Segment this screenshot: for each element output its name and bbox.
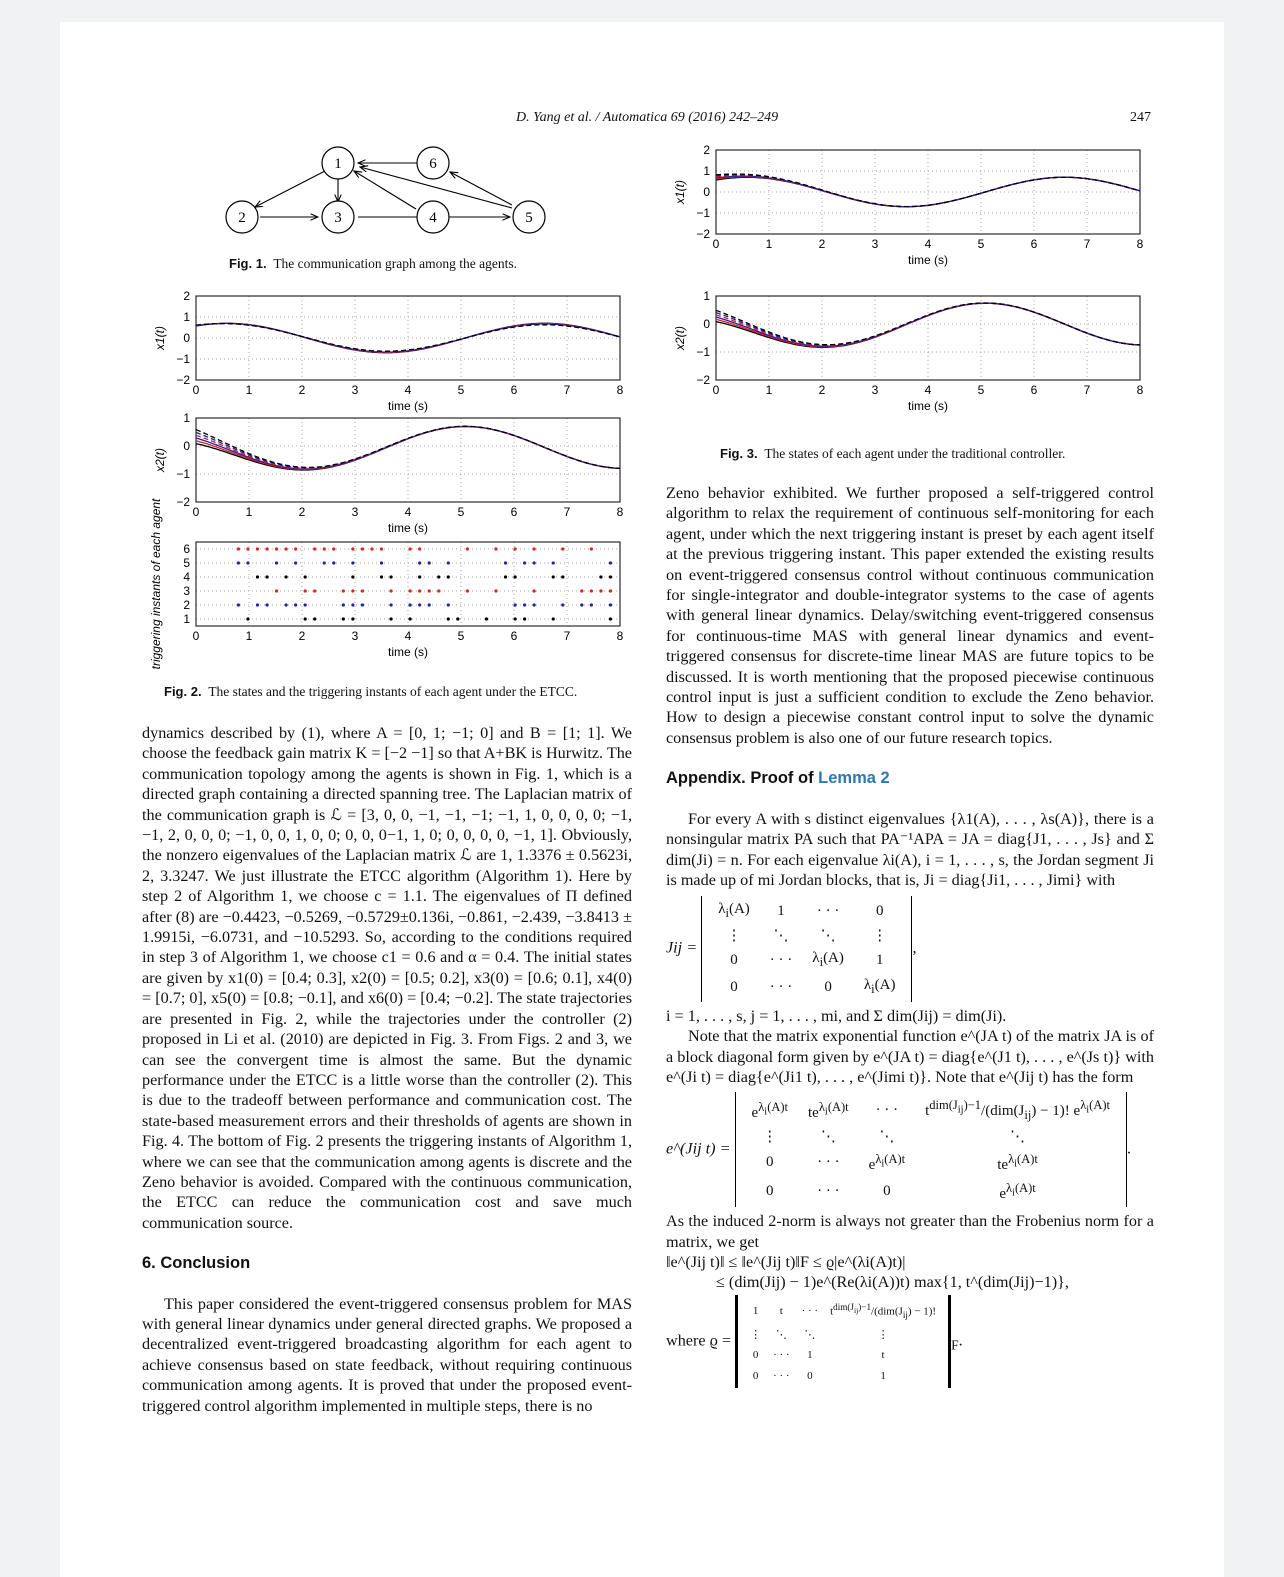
trigger-point [513,603,516,606]
y-tick-label: 1 [183,612,190,626]
x-tick-label: 7 [563,383,571,397]
trigger-point [313,617,316,620]
trigger-point [513,575,516,578]
trigger-point [552,561,555,564]
trigger-point [389,575,392,578]
trigger-point [409,589,412,592]
trigger-point [332,561,335,564]
trigger-point [285,575,288,578]
y-tick-label: −1 [696,345,710,359]
y-tick-label: 0 [703,185,710,199]
jordan-matrix: $\lambda_i(A)$ 1 · · · 0 ⋮ ⋱ ⋱ ⋮ 0 · · · $\lambda_i(A)$ 1 0 · · · 0 $\lambda_i(A)$ [701,896,912,1002]
trigger-point [513,617,516,620]
x-tick-label: 5 [457,505,465,519]
x-tick-label: 4 [404,505,412,519]
x-tick-label: 8 [616,383,624,397]
trigger-point [456,617,459,620]
trigger-point [256,547,259,550]
trigger-point [418,547,421,550]
rho-matrix: 1 t · · · $t^{dim(J_{ij})-1}/(dim(J_{ij}) - 1)$! ⋮ ⋱ ⋱ ⋮ 0 · · · 1 t 0 · · · 0 1 [735,1295,951,1388]
trigger-point [313,589,316,592]
inequality-line-2: ≤ (dim(Jij) − 1)e^(Re(λi(A))t) max{1, t^(dim(Jij)−1)}, [716,1273,1069,1292]
trigger-point [237,561,240,564]
x-tick-label: 2 [298,505,306,519]
trigger-point [342,603,345,606]
trigger-point [304,617,307,620]
node-label-1: 1 [334,156,342,172]
trigger-point [380,575,383,578]
x-tick-label: 0 [712,237,720,251]
node-label-3: 3 [334,210,342,226]
trigger-point [447,603,450,606]
y-tick-label: −1 [696,206,710,220]
y-tick-label: 4 [183,570,190,584]
x-tick-label: 8 [1136,237,1144,251]
x-tick-label: 6 [510,629,518,643]
x-tick-label: 4 [924,237,932,251]
trigger-point [552,617,555,620]
trigger-point [304,575,307,578]
x-tick-label: 1 [245,629,253,643]
trigger-point [342,617,345,620]
trigger-point [294,603,297,606]
fig2-x2-chart [142,410,642,540]
trigger-point [332,547,335,550]
x-axis-label: time (s) [388,399,428,413]
trigger-point [523,561,526,564]
trigger-point [523,603,526,606]
index-line: i = 1, . . . , s, j = 1, . . . , mi, and Σ dim(Jij) = dim(Ji). [666,1006,1007,1025]
left-column [142,723,632,1416]
y-axis-label: triggering instants of each agent [149,498,163,670]
trigger-point [523,617,526,620]
y-axis-label: x1(t) [673,180,687,204]
trigger-point [590,547,593,550]
right-column [666,483,1154,1392]
trigger-point [351,547,354,550]
x-tick-label: 7 [563,505,571,519]
proof-paragraph: For every A with s distinct eigenvalues {λ1(A), . . . , λs(A)}, there is a nonsingular matrix PA such that PA⁻¹APA = JA = diag{J1, . . . , Js} and Σ dim(Ji) = n. For each eigenvalue λi(A), i = 1, . . . , s, the Jordan segment Ji is made up of mi Jordan blocks, that is, Ji = diag{Ji1, . . . , Jimi} with [666,809,1154,889]
inequality-line-1: ‖e^(Jij t)‖ ≤ ‖e^(Jij t)‖F ≤ ϱ|e^(λi(A)t)| [666,1253,906,1271]
trigger-point [494,589,497,592]
journal-citation: D. Yang et al. / Automatica 69 (2016) 242–249 [516,110,779,125]
y-tick-label: −2 [176,495,190,509]
x-tick-label: 0 [192,383,200,397]
trigger-point [504,575,507,578]
y-tick-label: −2 [696,227,710,241]
x-tick-label: 2 [298,629,306,643]
y-tick-label: 0 [183,331,190,345]
trigger-point [380,561,383,564]
edge-4-1 [354,171,416,209]
trigger-point [466,589,469,592]
trigger-point [294,561,297,564]
x-tick-label: 4 [924,383,932,397]
node-label-5: 5 [525,210,533,226]
trigger-point [380,547,383,550]
trigger-point [323,561,326,564]
x-tick-label: 2 [818,383,826,397]
y-tick-label: 2 [183,289,190,303]
trigger-point [513,547,516,550]
trigger-point [609,561,612,564]
trigger-point [418,561,421,564]
x-tick-label: 7 [1083,383,1091,397]
trigger-point [609,617,612,620]
x-tick-label: 3 [351,629,359,643]
trigger-point [265,603,268,606]
trigger-point [447,617,450,620]
trigger-point [590,603,593,606]
x-tick-label: 0 [192,505,200,519]
trigger-point [351,561,354,564]
y-tick-label: −1 [176,467,190,481]
trigger-point [285,603,288,606]
trigger-point [323,547,326,550]
trigger-point [485,617,488,620]
x-tick-label: 3 [871,237,879,251]
x-tick-label: 7 [563,629,571,643]
trigger-point [351,603,354,606]
trigger-point [294,547,297,550]
fig3-x1-chart [662,142,1162,277]
lemma-link[interactable]: Lemma 2 [818,769,890,788]
trigger-point [246,547,249,550]
fig1-graph [220,142,560,242]
fig3-caption: Fig. 3. The states of each agent under the traditional controller. [720,446,1066,461]
trigger-point [504,561,507,564]
conclusion-paragraph: This paper considered the event-triggered consensus problem for MAS with general linear dynamics under general directed graphs. We proposed a decentralized event-triggered broadcasting algorithm for each agent to achieve consensus based on state feedback, without requiring continuous communication among agents. It is proved that under the proposed event-triggered control algorithm implemented in multiple steps, there is no [142,1294,632,1415]
trigger-point [580,589,583,592]
trigger-point [342,589,345,592]
trigger-point [275,589,278,592]
trigger-point [609,589,612,592]
trigger-point [304,589,307,592]
trigger-point [389,603,392,606]
fig3-x2-chart [662,288,1162,423]
jordan-block-equation: Jij = $\lambda_i(A)$ 1 · · · 0 ⋮ ⋱ ⋱ ⋮ 0 · · · $\lambda_i(A)$ 1 0 · · · 0 $\lambda_i(A)$ , [666,896,1154,1002]
trigger-point [428,603,431,606]
trigger-point [246,561,249,564]
norm-paragraph: As the induced 2-norm is always not greater than the Frobenius norm for a matrix, we get [666,1212,1154,1251]
trigger-point [275,561,278,564]
x-tick-label: 4 [404,629,412,643]
x-tick-label: 3 [351,505,359,519]
trigger-point [246,617,249,620]
trigger-point [409,617,412,620]
trigger-point [437,575,440,578]
x-axis-label: time (s) [388,521,428,535]
x-tick-label: 0 [712,383,720,397]
trigger-point [409,603,412,606]
trigger-point [361,547,364,550]
x-tick-label: 2 [818,237,826,251]
node-label-2: 2 [238,210,246,226]
trigger-point [552,575,555,578]
x-axis-label: time (s) [908,399,948,413]
y-tick-label: −2 [176,373,190,387]
conclusion-heading: 6. Conclusion [142,1254,251,1273]
trigger-point [237,547,240,550]
x-tick-label: 8 [616,505,624,519]
x-axis-label: time (s) [388,645,428,659]
x-tick-label: 5 [977,383,985,397]
trigger-point [533,589,536,592]
trigger-point [389,617,392,620]
trigger-point [561,547,564,550]
x-tick-label: 1 [245,505,253,519]
trigger-point [447,575,450,578]
y-tick-label: 2 [703,143,710,157]
x-tick-label: 1 [765,383,773,397]
trigger-point [370,547,373,550]
y-tick-label: −2 [696,373,710,387]
exponential-paragraph: Note that the matrix exponential function e^(JA t) of the matrix JA is of a block diagonal form given by e^(JA t) = diag{e^(J1 t), . . . , e^(Js t)} with e^(Ji t) = diag{e^(Ji1 t), . . . , e^(Jimi t)}. Note that e^(Jij t) has the form [666,1027,1154,1087]
trigger-point [590,589,593,592]
x-tick-label: 6 [1030,237,1038,251]
trigger-point [389,589,392,592]
y-axis-label: x2(t) [153,448,167,472]
trigger-point [561,603,564,606]
trigger-point [561,575,564,578]
trigger-point [237,603,240,606]
exponential-equation: e^(Jij t) = $e^{\lambda_i(A)t}$ $te^{\lambda_i(A)t}$ · · · $t^{dim(J_{ij})-1}/(dim(J_{ij}) - 1)$! $e^{\lambda_i(A)t}$ ⋮ ⋱ ⋱ ⋱ 0 · · · $e^{\lambda_i(A)t}$ $te^{\lambda_i(A)t}$ 0 · · · 0 $e^{\lambda_i(A)t}$ . [666,1092,1154,1208]
trigger-point [418,603,421,606]
fig2-x1-chart [142,288,642,418]
y-tick-label: 1 [183,310,190,324]
trigger-point [418,575,421,578]
edge-1-2 [255,171,325,207]
y-axis-label: x2(t) [673,326,687,350]
trigger-point [361,589,364,592]
trigger-point [361,603,364,606]
y-tick-label: 2 [183,598,190,612]
fig2-trigger-chart [142,498,642,670]
trigger-point [599,589,602,592]
conclusion-continued: Zeno behavior exhibited. We further proposed a self-triggered control algorithm to relax the requirement of continuous self-monitoring for each agent, under which the next triggering instant is preset by each agent itself at the previous triggering instant. This paper extended the existing results on event-triggered consensus control without continuous communication for single-integrator and double-integrator systems to the case of agents with general linear dynamics. Delay/switching event-triggered consensus for continuous-time MAS with general linear dynamics and event-triggered consensus for discrete-time linear MAS are future topics to be discussed. It is worth mentioning that the proposed piecewise continuous control input is just a sufficient condition to exclude the Zeno behavior. How to design a piecewise constant control input to solve the dynamic consensus problem is also one of our future research topics. [666,484,1154,747]
x-tick-label: 8 [616,629,624,643]
x-tick-label: 3 [351,383,359,397]
trigger-point [466,547,469,550]
trigger-point [418,589,421,592]
y-tick-label: 5 [183,556,190,570]
trigger-point [428,561,431,564]
x-tick-label: 0 [192,629,200,643]
x-tick-label: 5 [457,629,465,643]
x-tick-label: 8 [1136,383,1144,397]
trigger-point [265,547,268,550]
x-tick-label: 5 [977,237,985,251]
trigger-point [533,603,536,606]
trigger-point [304,603,307,606]
trigger-point [256,575,259,578]
trigger-point [437,589,440,592]
rho-definition: where ϱ = 1 t · · · $t^{dim(J_{ij})-1}/(dim(J_{ij}) - 1)$! ⋮ ⋱ ⋱ ⋮ 0 · · · 1 t 0 · · · 0 1 $_F$. [666,1295,1154,1388]
series-line-6 [196,324,620,352]
trigger-point [447,561,450,564]
trigger-point [285,547,288,550]
fig1-caption: Fig. 1. The communication graph among the agents. [229,256,517,271]
trigger-point [351,575,354,578]
y-tick-label: 3 [183,584,190,598]
x-tick-label: 5 [457,383,465,397]
trigger-point [351,617,354,620]
x-axis-label: time (s) [908,253,948,267]
trigger-point [494,547,497,550]
trigger-point [609,603,612,606]
trigger-point [409,547,412,550]
page-number: 247 [1130,110,1151,125]
trigger-point [609,575,612,578]
trigger-point [256,603,259,606]
trigger-point [265,575,268,578]
exponential-matrix: $e^{\lambda_i(A)t}$ $te^{\lambda_i(A)t}$ · · · $t^{dim(J_{ij})-1}/(dim(J_{ij}) - 1)$! $e^{\lambda_i(A)t}$ ⋮ ⋱ ⋱ ⋱ 0 · · · $e^{\lambda_i(A)t}$ $te^{\lambda_i(A)t}$ 0 · · · 0 $e^{\lambda_i(A)t}$ [735,1092,1127,1208]
x-tick-label: 3 [871,383,879,397]
x-tick-label: 6 [510,383,518,397]
y-tick-label: 6 [183,542,190,556]
series-line-1 [196,427,620,471]
y-tick-label: 0 [183,439,190,453]
trigger-point [351,589,354,592]
y-tick-label: 0 [703,317,710,331]
x-tick-label: 2 [298,383,306,397]
trigger-point [599,575,602,578]
y-tick-label: −1 [176,352,190,366]
x-tick-label: 1 [245,383,253,397]
x-tick-label: 1 [765,237,773,251]
fig2-caption: Fig. 2. The states and the triggering instants of each agent under the ETCC. [164,684,578,699]
x-tick-label: 6 [510,505,518,519]
x-tick-label: 7 [1083,237,1091,251]
x-tick-label: 4 [404,383,412,397]
y-tick-label: 1 [703,164,710,178]
node-label-6: 6 [429,156,437,172]
node-label-4: 4 [429,210,437,226]
y-axis-label: x1(t) [153,326,167,350]
x-tick-label: 6 [1030,383,1038,397]
y-tick-label: 1 [183,411,190,425]
results-paragraph: dynamics described by (1), where A = [0, 1; −1; 0] and B = [1; 1]. We choose the feedback gain matrix K = [−2 −1] so that A+BK is Hurwitz. The communication topology among the agents is shown in Fig. 1, which is a directed graph containing a directed spanning tree. The Laplacian matrix of the communication graph is ℒ = [3, 0, 0, −1, −1, −1; −1, 1, 0, 0, 0, 0; −1, −1, 2, 0, 0, 0; −1, 0, 0, 1, 0, 0; 0, 0, 0−1, 1, 0; 0, 0, 0, 0, −1, 1]. Obviously, the nonzero eigenvalues of the Laplacian matrix ℒ are 1, 1.3376 ± 0.5623i, 2, 3.3247. We just illustrate the ETCC algorithm (Algorithm 1). Here by step 2 of Algorithm 1, we choose c = 1.1. The eigenvalues of Π defined after (8) are −0.4423, −0.5269, −0.5729±0.136i, −0.861, −2.439, −3.8413 ± 1.9915i, −6.0731, and −10.5293. So, according to the conditions required in step 3 of Algorithm 1, we choose c1 = 0.6 and α = 0.4. The initial states are given by x1(0) = [0.4; 0.3], x2(0) = [0.5; 0.2], x3(0) = [0.6; 0.1], x4(0) = [0.7; 0], x5(0) = [0.8; −0.1], and x6(0) = [0.4; −0.2]. The state trajectories are presented in Fig. 2, while the trajectories under the controller (2) proposed in Li et al. (2010) are depicted in Fig. 3. From Figs. 2 and 3, we can see the convergent time is almost the same. But the dynamic performance under the ETCC is a little worse than the controller (2). This is due to the tradeoff between performance and communication cost. The state-based measurement errors and their thresholds of agents are shown in Fig. 4. The bottom of Fig. 2 presents the triggering instants of Algorithm 1, where we can see that the communication among agents is discrete and the Zeno behavior is avoided. Compared with the continuous communication, the ETCC can reduce the communication cost and save much communication source. [142,724,632,1232]
appendix-heading: Appendix. Proof of Lemma 2 [666,769,890,788]
trigger-point [533,547,536,550]
trigger-point [428,589,431,592]
trigger-point [533,561,536,564]
trigger-point [313,547,316,550]
trigger-point [580,603,583,606]
trigger-point [275,547,278,550]
y-tick-label: 1 [703,289,710,303]
